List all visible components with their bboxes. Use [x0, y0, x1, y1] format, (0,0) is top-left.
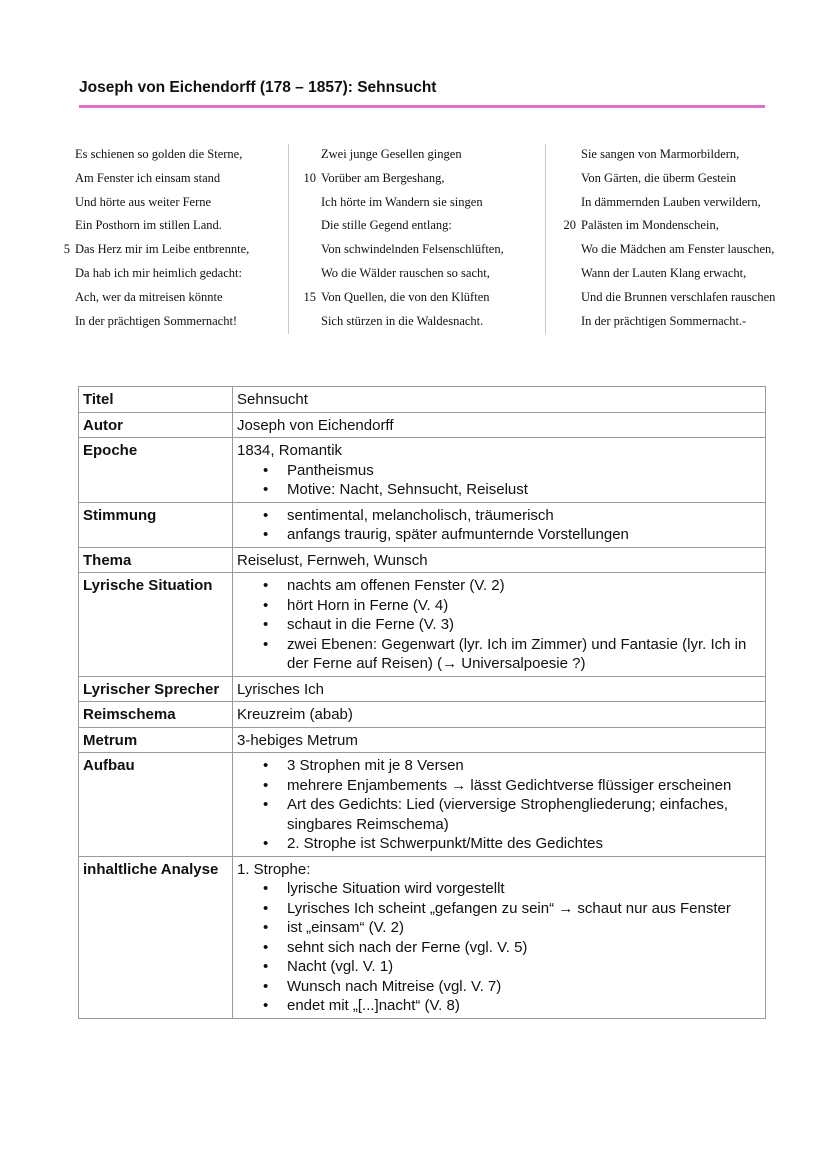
column-separator [288, 144, 289, 334]
verse-text: Zwei junge Gesellen gingen [321, 147, 462, 161]
poem-line [562, 266, 775, 290]
page-title: Joseph von Eichendorff (178 – 1857): Sehnsucht [79, 79, 437, 96]
bullet-item: • hört Horn in Ferne (V. 4) [287, 596, 761, 616]
poem-line [302, 314, 504, 338]
row-label: Lyrische Situation [79, 573, 233, 677]
bullet-item: • Nacht (vgl. V. 1) [287, 957, 761, 977]
verse-text: Wo die Mädchen am Fenster lauschen, [581, 242, 775, 257]
table-row [79, 702, 766, 728]
verse-number: 5 [63, 242, 70, 257]
row-label: Autor [79, 412, 233, 438]
row-value [233, 412, 766, 438]
poem-line [562, 147, 775, 171]
poem-line [302, 147, 504, 171]
verse-text: In der prächtigen Sommernacht! [75, 313, 238, 328]
verse-text: Wo die Wälder rauschen so sacht, [321, 265, 490, 280]
verse-text: Sie sangen von Marmorbildern, [581, 147, 740, 161]
table-row [79, 502, 766, 547]
verse-text: Von schwindelnden Felsenschlüften, [321, 242, 504, 257]
poem-line [58, 147, 249, 171]
bullet-item: • sehnt sich nach der Ferne (vgl. V. 5) [287, 938, 761, 958]
bullet-item: • anfangs traurig, später aufmunternde Vorstellungen [287, 525, 761, 545]
value-text: Reiselust, Fernweh, Wunsch [237, 551, 428, 569]
verse-text: Ach, wer da mitreisen könnte [75, 289, 223, 304]
poem-line [302, 171, 504, 195]
value-text: Joseph von Eichendorff [237, 416, 394, 434]
poem-line [562, 290, 775, 314]
row-value [233, 573, 766, 677]
row-value [233, 727, 766, 753]
table-row [79, 727, 766, 753]
analysis-table [78, 386, 766, 1019]
poem-line [562, 314, 775, 338]
value-text: 3-hebiges Metrum [237, 731, 358, 749]
poem-line [58, 290, 249, 314]
verse-text: Ein Posthorn im stillen Land. [75, 218, 222, 233]
poem-line [302, 242, 504, 266]
verse-number: 15 [303, 289, 316, 304]
row-value [233, 856, 766, 1018]
bullet-list [237, 506, 761, 545]
row-label: Epoche [79, 438, 233, 503]
table-row [79, 676, 766, 702]
bullet-item: • zwei Ebenen: Gegenwart (lyr. Ich im Zimmer) und Fantasie (lyr. Ich in der Ferne auf Reisen) (→ Universalpoesie ?) [287, 635, 761, 674]
row-value [233, 547, 766, 573]
verse-text: Die stille Gegend entlang: [321, 218, 452, 233]
row-value [233, 438, 766, 503]
bullet-item: • Pantheismus [287, 461, 761, 481]
table-row [79, 753, 766, 857]
poem-line [58, 171, 249, 195]
bullet-list [237, 879, 761, 1016]
verse-text: Es schienen so golden die Sterne, [75, 147, 243, 161]
bullet-item: • Lyrisches Ich scheint „gefangen zu sein“ → schaut nur aus Fenster [287, 899, 761, 919]
table-row [79, 573, 766, 677]
verse-text: In der prächtigen Sommernacht.- [581, 313, 747, 328]
poem-line [562, 218, 775, 242]
poem-line [58, 266, 249, 290]
verse-number: 20 [563, 218, 576, 233]
bullet-item: • Motive: Nacht, Sehnsucht, Reiselust [287, 480, 761, 500]
verse-text: Wann der Lauten Klang erwacht, [581, 265, 747, 280]
bullet-list [237, 756, 761, 854]
row-label: Aufbau [79, 753, 233, 857]
row-value [233, 387, 766, 413]
value-text: Lyrisches Ich [237, 680, 324, 698]
table-row [79, 387, 766, 413]
row-label: Reimschema [79, 702, 233, 728]
table-row [79, 412, 766, 438]
value-text: Kreuzreim (abab) [237, 706, 353, 723]
verse-text: Da hab ich mir heimlich gedacht: [75, 265, 242, 280]
title-underline [79, 105, 765, 108]
row-value [233, 502, 766, 547]
value-text: 1. Strophe: [237, 860, 311, 878]
bullet-item: • endet mit „[...]nacht“ (V. 8) [287, 996, 761, 1016]
poem-stanza-2 [302, 147, 504, 337]
row-value [233, 702, 766, 728]
poem-line [58, 314, 249, 338]
row-label: Metrum [79, 727, 233, 753]
poem-line [562, 195, 775, 219]
verse-text: Von Gärten, die überm Gestein [581, 170, 736, 185]
verse-text: Von Quellen, die von den Klüften [321, 289, 490, 304]
poem-line [302, 218, 504, 242]
verse-text: Und hörte aus weiter Ferne [75, 194, 212, 209]
bullet-item: • Wunsch nach Mitreise (vgl. V. 7) [287, 977, 761, 997]
poem-stanza-3 [562, 147, 775, 337]
verse-text: Sich stürzen in die Waldesnacht. [321, 313, 484, 328]
verse-number: 10 [303, 170, 316, 185]
row-value [233, 753, 766, 857]
verse-text: Am Fenster ich einsam stand [75, 170, 221, 185]
row-label: Titel [79, 387, 233, 413]
poem-line [302, 290, 504, 314]
poem-stanza-1 [58, 147, 249, 337]
poem-line [302, 266, 504, 290]
bullet-item: • 2. Strophe ist Schwerpunkt/Mitte des Gedichtes [287, 834, 761, 854]
verse-text: Palästen im Mondenschein, [581, 218, 719, 233]
poem-line [58, 218, 249, 242]
table-row [79, 438, 766, 503]
row-label: inhaltliche Analyse [79, 856, 233, 1018]
poem-line [58, 195, 249, 219]
bullet-list [237, 576, 761, 674]
poem-line [58, 242, 249, 266]
bullet-item: • lyrische Situation wird vorgestellt [287, 879, 761, 899]
row-label: Stimmung [79, 502, 233, 547]
verse-text: In dämmernden Lauben verwildern, [581, 194, 761, 209]
bullet-item: • 3 Strophen mit je 8 Versen [287, 756, 761, 776]
bullet-list [237, 461, 761, 500]
table-row [79, 856, 766, 1018]
verse-text: Vorüber am Bergeshang, [321, 170, 445, 185]
row-label: Thema [79, 547, 233, 573]
bullet-item: • schaut in die Ferne (V. 3) [287, 615, 761, 635]
bullet-item: • ist „einsam“ (V. 2) [287, 918, 761, 938]
bullet-item: • nachts am offenen Fenster (V. 2) [287, 576, 761, 596]
value-text: Sehnsucht [237, 391, 308, 408]
poem-line [562, 171, 775, 195]
bullet-item: • sentimental, melancholisch, träumerisch [287, 506, 761, 526]
bullet-item: • Art des Gedichts: Lied (vierversige Strophengliederung; einfaches, singbares Reimschema) [287, 795, 761, 834]
poem-line [302, 195, 504, 219]
row-label: Lyrischer Sprecher [79, 676, 233, 702]
row-value [233, 676, 766, 702]
table-row [79, 547, 766, 573]
column-separator [545, 144, 546, 334]
verse-text: Ich hörte im Wandern sie singen [321, 194, 483, 209]
verse-text: Das Herz mir im Leibe entbrennte, [75, 242, 250, 257]
verse-text: Und die Brunnen verschlafen rauschen [581, 289, 776, 304]
value-text: 1834, Romantik [237, 442, 343, 459]
bullet-item: • mehrere Enjambements → lässt Gedichtverse flüssiger erscheinen [287, 776, 761, 796]
poem-line [562, 242, 775, 266]
